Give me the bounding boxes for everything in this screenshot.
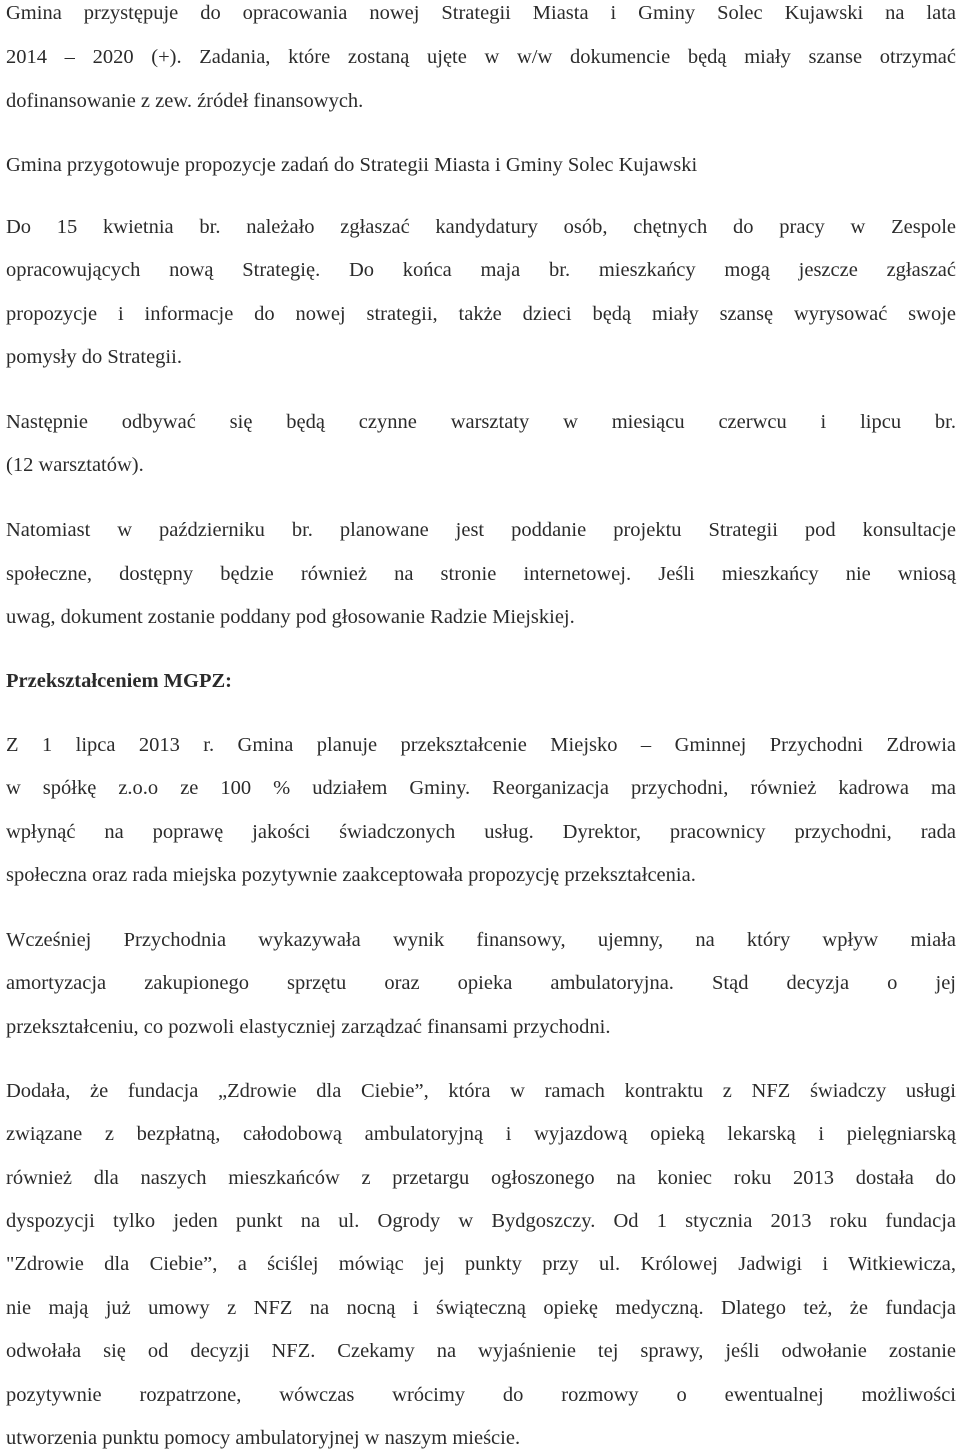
paragraph-line: opracowujących nową Strategię. Do końca maja br. mieszkańcy mogą jeszcze zgłaszać <box>6 259 956 281</box>
paragraph-line: "Zdrowie dla Ciebie”, a ściślej mówiąc jej punkty przy ul. Królowej Jadwigi i Witkiewicza, <box>6 1253 956 1275</box>
paragraph-line: wpłynąć na poprawę jakości świadczonych usług. Dyrektor, pracownicy przychodni, rada <box>6 821 956 843</box>
paragraph-line: dofinansowanie z zew. źródeł finansowych. <box>6 90 364 112</box>
section-heading: Przekształceniem MGPZ: <box>6 670 232 692</box>
paragraph-line: pomysły do Strategii. <box>6 346 182 368</box>
paragraph-line: w spółkę z.o.o ze 100 % udziałem Gminy. Reorganizacja przychodni, również kadrowa ma <box>6 777 956 799</box>
paragraph-line: Gmina przygotowuje propozycje zadań do Strategii Miasta i Gminy Solec Kujawski <box>6 154 698 176</box>
paragraph-line: Natomiast w październiku br. planowane jest poddanie projektu Strategii pod konsultacje <box>6 519 956 541</box>
paragraph-line: społeczne, dostępny będzie również na stronie internetowej. Jeśli mieszkańcy nie wniosą <box>6 563 956 585</box>
paragraph-line: Z 1 lipca 2013 r. Gmina planuje przekształcenie Miejsko – Gminnej Przychodni Zdrowia <box>6 734 956 756</box>
paragraph-line: pozytywnie rozpatrzone, wówczas wrócimy do rozmowy o ewentualnej możliwości <box>6 1384 956 1406</box>
paragraph-line: odwołała się od decyzji NFZ. Czekamy na wyjaśnienie tej sprawy, jeśli odwołanie zostanie <box>6 1340 956 1362</box>
paragraph-line: dyspozycji tylko jeden punkt na ul. Ogrody w Bydgoszczy. Od 1 stycznia 2013 roku fundacja <box>6 1210 956 1232</box>
paragraph-line: również dla naszych mieszkańców z przetargu ogłoszonego na koniec roku 2013 dostała do <box>6 1167 956 1189</box>
paragraph-line: Wcześniej Przychodnia wykazywała wynik finansowy, ujemny, na który wpływ miała <box>6 929 956 951</box>
paragraph-line: Gmina przystępuje do opracowania nowej Strategii Miasta i Gminy Solec Kujawski na lata <box>6 2 956 24</box>
paragraph-line: Dodała, że fundacja „Zdrowie dla Ciebie”, która w ramach kontraktu z NFZ świadczy usługi <box>6 1080 956 1102</box>
paragraph-line: (12 warsztatów). <box>6 454 144 476</box>
paragraph-line: propozycje i informacje do nowej strategii, także dzieci będą miały szansę wyrysować swoje <box>6 303 956 325</box>
paragraph-line: utworzenia punktu pomocy ambulatoryjnej w naszym mieście. <box>6 1427 521 1449</box>
paragraph-line: związane z bezpłatną, całodobową ambulatoryjną i wyjazdową opieką lekarską i pielęgniarską <box>6 1123 956 1145</box>
paragraph-line: przekształceniu, co pozwoli elastyczniej zarządzać finansami przychodni. <box>6 1016 611 1038</box>
paragraph-line: nie mają już umowy z NFZ na nocną i świąteczną opiekę medyczną. Dlatego też, że fundacja <box>6 1297 956 1319</box>
paragraph-line: amortyzacja zakupionego sprzętu oraz opieka ambulatoryjna. Stąd decyzja o jej <box>6 972 956 994</box>
paragraph-line: Następnie odbywać się będą czynne warsztaty w miesiącu czerwcu i lipcu br. <box>6 411 956 433</box>
paragraph-line: uwag, dokument zostanie poddany pod głosowanie Radzie Miejskiej. <box>6 606 575 628</box>
paragraph-line: 2014 – 2020 (+). Zadania, które zostaną ujęte w w/w dokumencie będą miały szanse otrzymać <box>6 46 956 68</box>
paragraph-line: społeczna oraz rada miejska pozytywnie zaakceptowała propozycję przekształcenia. <box>6 864 696 886</box>
paragraph-line: Do 15 kwietnia br. należało zgłaszać kandydatury osób, chętnych do pracy w Zespole <box>6 216 956 238</box>
